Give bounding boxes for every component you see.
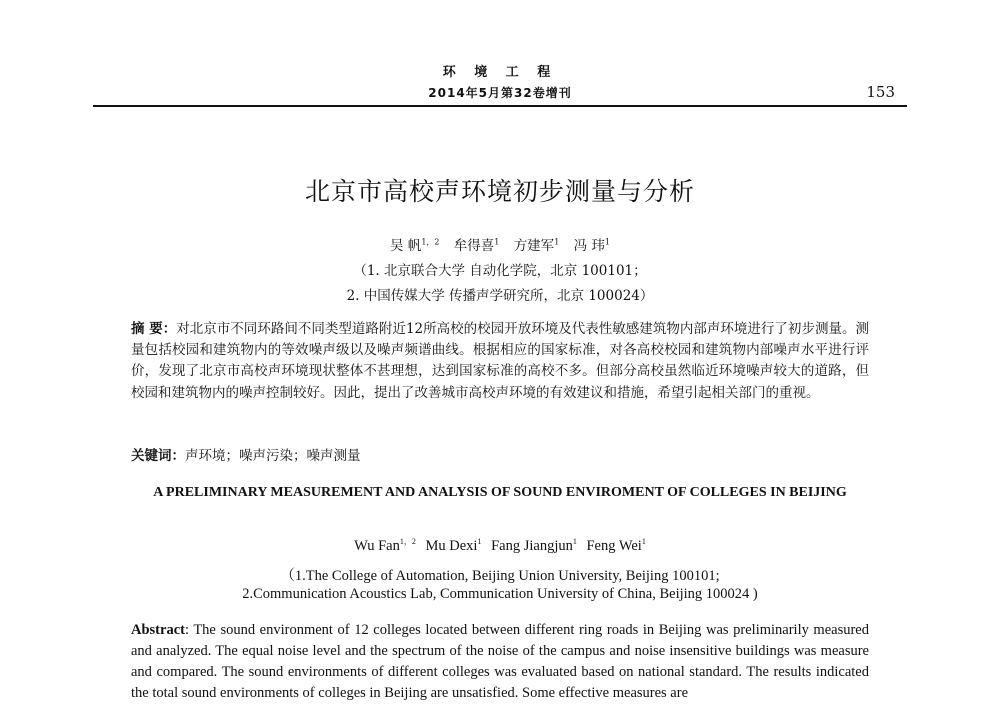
issue-info: 2014年5月第32卷增刊 <box>428 86 572 100</box>
keywords-cn <box>131 444 869 464</box>
affiliation-cn-1: （1. 北京联合大学 自动化学院，北京 100101； <box>353 263 647 279</box>
abstract-en-label: Abstract <box>131 622 185 638</box>
author-cn: 吴 帆$^{1,2}$ <box>390 237 440 254</box>
affiliation-cn-2: 2. 中国传媒大学 传播声学研究所，北京 100024） <box>346 288 654 304</box>
journal-name: 环 境 工 程 <box>442 65 558 80</box>
authors-en <box>0 538 1000 555</box>
paper-title-en: A PRELIMINARY MEASUREMENT AND ANALYSIS OF SOUND ENVIROMENT OF COLLEGES IN BEIJING <box>153 485 847 500</box>
affiliation-en-2: 2.Communication Acoustics Lab, Communication University of China, Beijing 100024 ) <box>242 586 758 602</box>
paper-title-cn: 北京市高校声环境初步测量与分析 <box>304 177 695 206</box>
author-cn: 方建军$^1$ <box>513 237 560 254</box>
abstract-en-text: : The sound environment of 12 colleges located between different ring roads in Beijing was preliminarily measured and analyzed. The equal noise level and the spectrum of the noise of the campus and noise insensitive buildings was measure and compared. The sound environments of different colleges was evaluated based on national standard. The results indicated the total sound environments of colleges in Beijing are unsatisfied. Some effective measures are <box>131 622 869 701</box>
header-rule <box>93 105 907 107</box>
authors-cn <box>0 234 1000 254</box>
abstract-en <box>131 620 869 704</box>
author-cn: 冯 玮$^1$ <box>573 237 610 254</box>
affiliation-en-1: （1.The College of Automation, Beijing Union University, Beijing 100101; <box>280 568 720 584</box>
keywords-cn-text: 声环境；噪声污染；噪声测量 <box>185 448 361 464</box>
abstract-cn-label: 摘 要： <box>131 321 177 337</box>
author-cn: 牟得喜$^1$ <box>453 237 500 254</box>
author-en: Wu Fan$^{1,2}$ <box>354 537 416 554</box>
keywords-cn-label: 关键词： <box>131 448 185 464</box>
page-number: 153 <box>866 83 895 101</box>
author-en: Fang Jiangjun$^1$ <box>491 537 577 554</box>
author-en: Mu Dexi$^1$ <box>425 537 482 554</box>
abstract-cn-text: 对北京市不同环路间不同类型道路附近12所高校的校园开放环境及代表性敏感建筑物内部声环境进行了初步测量。测量包括校园和建筑物内的等效噪声级以及噪声频谱曲线。根据相应的国家标准，对各高校校园和建筑物内部噪声水平进行评价，发现了北京市高校声环境现状整体不甚理想，达到国家标准的高校不多。但部分高校虽然临近环境噪声较大的道路，但校园和建筑物内的噪声控制较好。因此，提出了改善城市高校声环境的有效建议和措施，希望引起相关部门的重视。 <box>131 321 869 401</box>
author-en: Feng Wei$^1$ <box>586 537 646 554</box>
abstract-cn <box>131 319 869 404</box>
